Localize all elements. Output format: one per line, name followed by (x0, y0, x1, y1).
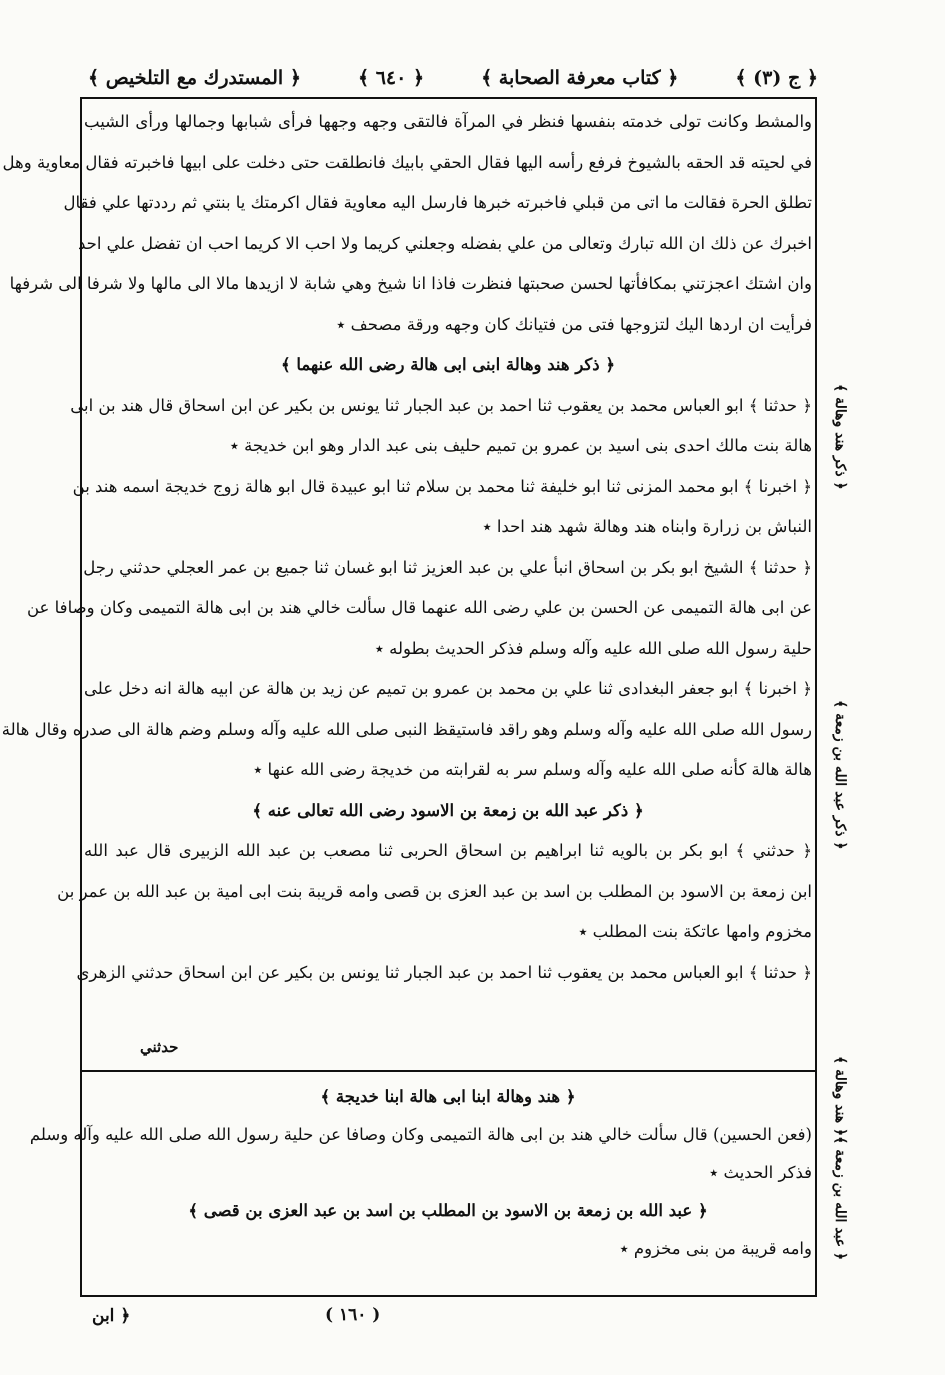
footer-catchword: ﴿ ابن (92, 1306, 131, 1326)
text-line: ﴿ حدثني ﴾ ابو بكر بن بالويه ثنا ابراهيم بن اسحاق الحربى ثنا مصعب بن عبد الله الزبيرى قال عبد الله (84, 841, 812, 860)
talkhis-text (29, 1078, 812, 1268)
text-line: وان اشتك اعجزتني بمكافأتها لحسن صحبتها فنظرت فاذا انا شيخ وهي شابة لا ازيدها مالا الى مالها ولا شرفا الى شرفها (9, 274, 812, 293)
footer-page-number: ( ١٦٠ ) (325, 1305, 381, 1325)
talkhis-heading: ﴿ عبد الله بن زمعة بن الاسود بن المطلب بن اسد بن عبد العزى بن قصى ﴾ (188, 1201, 708, 1220)
text-line: ﴿ اخبرنا ﴾ ابو جعفر البغدادى ثنا علي بن محمد بن عمرو بن تميم عن زيد بن هالة عن ابيه هالة انه دخل على (84, 679, 812, 698)
header-book: ﴿ كتاب معرفة الصحابة ﴾ (481, 67, 679, 89)
text-line: مخزوم وامها عاتكة بنت المطلب ٭ (578, 922, 812, 941)
header-page-number: ﴿ ٦٤٠ ﴾ (357, 67, 425, 89)
talkhis-line: فذكر الحديث ٭ (709, 1163, 812, 1182)
text-line: في لحيته قد الحقه بالشيوخ فرفع رأسه اليها فقال الحقي بابيك فانطلقت حتى دخلت على ابيها فاخبرته فقال معاوية وهل (2, 152, 812, 172)
margin-note-talkhis: ﴿ عبد الله بن زمعة ﴾﴿ هند وهالة ﴾ (832, 1055, 848, 1260)
text-line: اخبرك عن ذلك ان الله تبارك وتعالى من علي بفضله وجعلني كريما ولا احب الا كريما احب ان تفضل علي احد (77, 233, 812, 253)
text-line: ﴿ حدثنا ﴾ الشيخ ابو بكر بن اسحاق انبأ علي بن عبد العزيز ثنا ابو غسان ثنا جميع بن عمر العجلي حدثني رجل (83, 557, 812, 577)
text-line: هالة بنت مالك احدى بنى اسيد بن عمرو بن تميم حليف بنى عبد الدار وهو ابن خديجة ٭ (229, 436, 812, 455)
text-line: ﴿ حدثنا ﴾ ابو العباس محمد بن يعقوب ثنا احمد بن عبد الجبار ثنا يونس بن بكير عن ابن اسحاق حدثني الزهرى (76, 962, 812, 982)
main-text (1, 102, 812, 993)
talkhis-line: (فعن الحسين) قال سألت خالي هند بن ابى هالة التميمى وكان وصافا عن حلية رسول الله صلى الله عليه وآله وسلم (29, 1125, 812, 1144)
talkhis-line: وامه قريبة من بنى مخزوم ٭ (619, 1239, 812, 1258)
text-line: ﴿ اخبرنا ﴾ ابو محمد المزنى ثنا ابو خليفة ثنا محمد بن سلام ثنا ابو عبيدة قال ابو هالة زوج خديجة اسمه هند بن (72, 476, 812, 496)
section-heading: ﴿ ذكر هند وهالة ابنى ابى هالة رضى الله عنهما ﴾ (280, 355, 616, 374)
continuation-word: حدثني (140, 1038, 179, 1056)
text-line: النباش بن زرارة وابناه هند وهالة شهد هند احدا ٭ (482, 517, 812, 536)
text-line: عن ابى هالة التميمى عن الحسن بن علي رضى الله عنهما قال سألت خالي هند بن ابى هالة التميمى وكان وصافا عن (27, 598, 812, 617)
text-line: حلية رسول الله صلى الله عليه وآله وسلم فذكر الحديث بطوله ٭ (374, 638, 812, 658)
text-line: والمشط وكانت تولى خدمته بنفسها فنظر في المرآة فالتقى وجهه وجهها فرأى شبابها وجمالها ورأى الشيب (84, 112, 812, 131)
margin-note-hind: ﴿ ذكر هند وهالة ﴾ (832, 384, 848, 490)
text-line: فرأيت ان اردها اليك لتزوجها فتى من فتيانك كان وجهه ورقة مصحف ٭ (336, 314, 812, 334)
talkhis-heading: ﴿ هند وهالة ابنا ابى هالة ابنا خديجة ﴾ (320, 1087, 576, 1106)
text-line: ﴿ حدثنا ﴾ ابو العباس محمد بن يعقوب ثنا احمد بن عبد الجبار ثنا يونس بن بكير عن ابن اسحاق قال هند بن ابى (70, 395, 812, 415)
page-header (88, 58, 818, 98)
section-heading: ﴿ ذكر عبد الله بن زمعة بن الاسود رضى الله تعالى عنه ﴾ (252, 800, 644, 820)
header-volume: ﴿ ج (٣) ﴾ (735, 67, 818, 89)
header-title: ﴿ المستدرك مع التلخيص ﴾ (88, 67, 301, 89)
text-line: رسول الله صلى الله عليه وآله وسلم وهو راقد فاستيقظ النبى صلى الله عليه وآله وسلم وضم هالة الى صدره وقال هالة (1, 719, 812, 739)
text-line: تطلق الحرة فقالت ما اتى من قبلي فاخبرته خبرها فارسل اليه معاوية فقال اكرمتك يا بنتي ثم رددتها علي فقال (63, 193, 812, 212)
section-divider (80, 1070, 817, 1072)
margin-note-abdullah: ﴿ ذكر عبد الله بن زمعة ﴾ (832, 700, 848, 850)
text-line: هالة هالة كأنه صلى الله عليه وآله وسلم سر به لقرابته من خديجة رضى الله عنها ٭ (253, 760, 812, 779)
text-line: ابن زمعة بن الاسود بن المطلب بن اسد بن عبد العزى بن قصى وامه قريبة بنت ابى امية بن عبد الله بن عمر بن (57, 881, 812, 901)
